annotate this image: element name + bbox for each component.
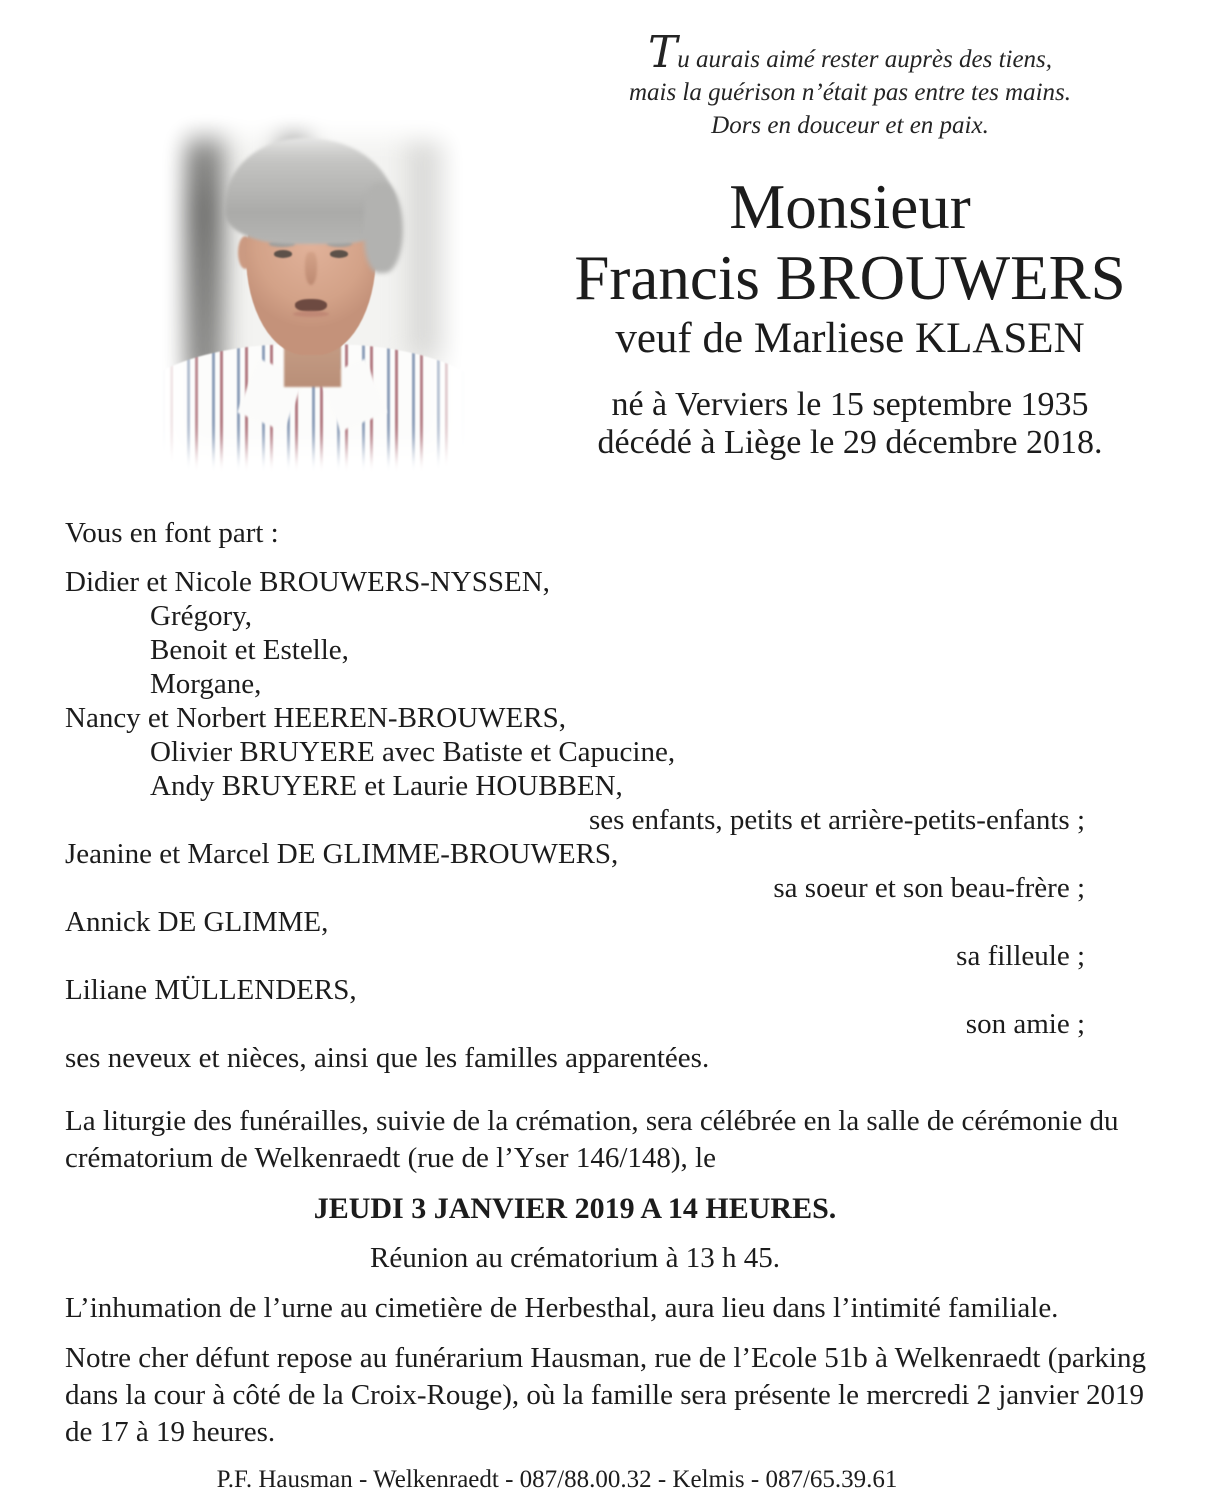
epitaph-line: Tu aurais aimé rester auprès des tiens, (647, 27, 1053, 78)
ceremony-paragraph (65, 1103, 1119, 1177)
deceased-name: Francis BROUWERS (574, 243, 1126, 313)
photo-soft-edge (153, 108, 472, 477)
family-line: Didier et Nicole BROUWERS-NYSSEN, (65, 566, 550, 598)
family-line: Morgane, (150, 668, 262, 700)
family-line: Liliane MÜLLENDERS, (65, 974, 357, 1006)
epitaph-line: Dors en douceur et en paix. (711, 112, 989, 139)
portrait-photo (155, 110, 470, 475)
relation-line: son amie ; (965, 1008, 1085, 1040)
meeting-line: Réunion au crématorium à 13 h 45. (370, 1242, 780, 1274)
family-line: Jeanine et Marcel DE GLIMME-BROUWERS, (65, 838, 619, 870)
family-line: Annick DE GLIMME, (65, 906, 329, 938)
ceremony-line: La liturgie des funérailles, suivie de la crémation, sera célébrée en la salle de cérémonie du (65, 1105, 1119, 1137)
ceremony-date: JEUDI 3 JANVIER 2019 A 14 HEURES. (313, 1192, 837, 1225)
repose-line: Notre cher défunt repose au funérarium Hausman, rue de l’Ecole 51b à Welkenraedt (parking (65, 1342, 1146, 1374)
funeral-home-footer: P.F. Hausman - Welkenraedt - 087/88.00.32 - Kelmis - 087/65.39.61 (216, 1466, 898, 1493)
announcement-intro: Vous en font part : (65, 517, 279, 549)
death-line: décédé à Liège le 29 décembre 2018. (597, 424, 1103, 461)
burial-line: L’inhumation de l’urne au cimetière de Herbesthal, aura lieu dans l’intimité familiale. (65, 1292, 1059, 1324)
relation-line: ses enfants, petits et arrière-petits-enfants ; (588, 804, 1085, 836)
family-list (65, 565, 1085, 1075)
title-column (540, 27, 1160, 462)
family-line: Benoit et Estelle, (150, 634, 349, 666)
birth-line: né à Verviers le 15 septembre 1935 (611, 386, 1089, 423)
family-closing-line: ses neveux et nièces, ainsi que les familles apparentées. (65, 1042, 710, 1074)
family-line: Nancy et Norbert HEEREN-BROUWERS, (65, 702, 566, 734)
repose-paragraph (65, 1340, 1146, 1451)
relation-line: sa soeur et son beau-frère ; (773, 872, 1085, 904)
family-line: Andy BRUYERE et Laurie HOUBBEN, (150, 770, 623, 802)
widower-line: veuf de Marliese KLASEN (615, 315, 1085, 362)
announcement-body (65, 515, 1146, 1498)
ceremony-line: crématorium de Welkenraedt (rue de l’Yser 146/148), le (65, 1142, 716, 1174)
repose-line: de 17 à 19 heures. (65, 1416, 276, 1448)
relation-line: sa filleule ; (956, 940, 1085, 972)
family-line: Olivier BRUYERE avec Batiste et Capucine, (150, 736, 676, 768)
epitaph-line: mais la guérison n’était pas entre tes mains. (628, 79, 1072, 106)
epitaph (540, 27, 1160, 142)
family-line: Grégory, (150, 600, 252, 632)
salutation: Monsieur (729, 172, 971, 242)
memorial-card-header (0, 0, 1214, 500)
repose-line: dans la cour à côté de la Croix-Rouge), où la famille sera présente le mercredi 2 janvier 2019 (65, 1379, 1145, 1411)
